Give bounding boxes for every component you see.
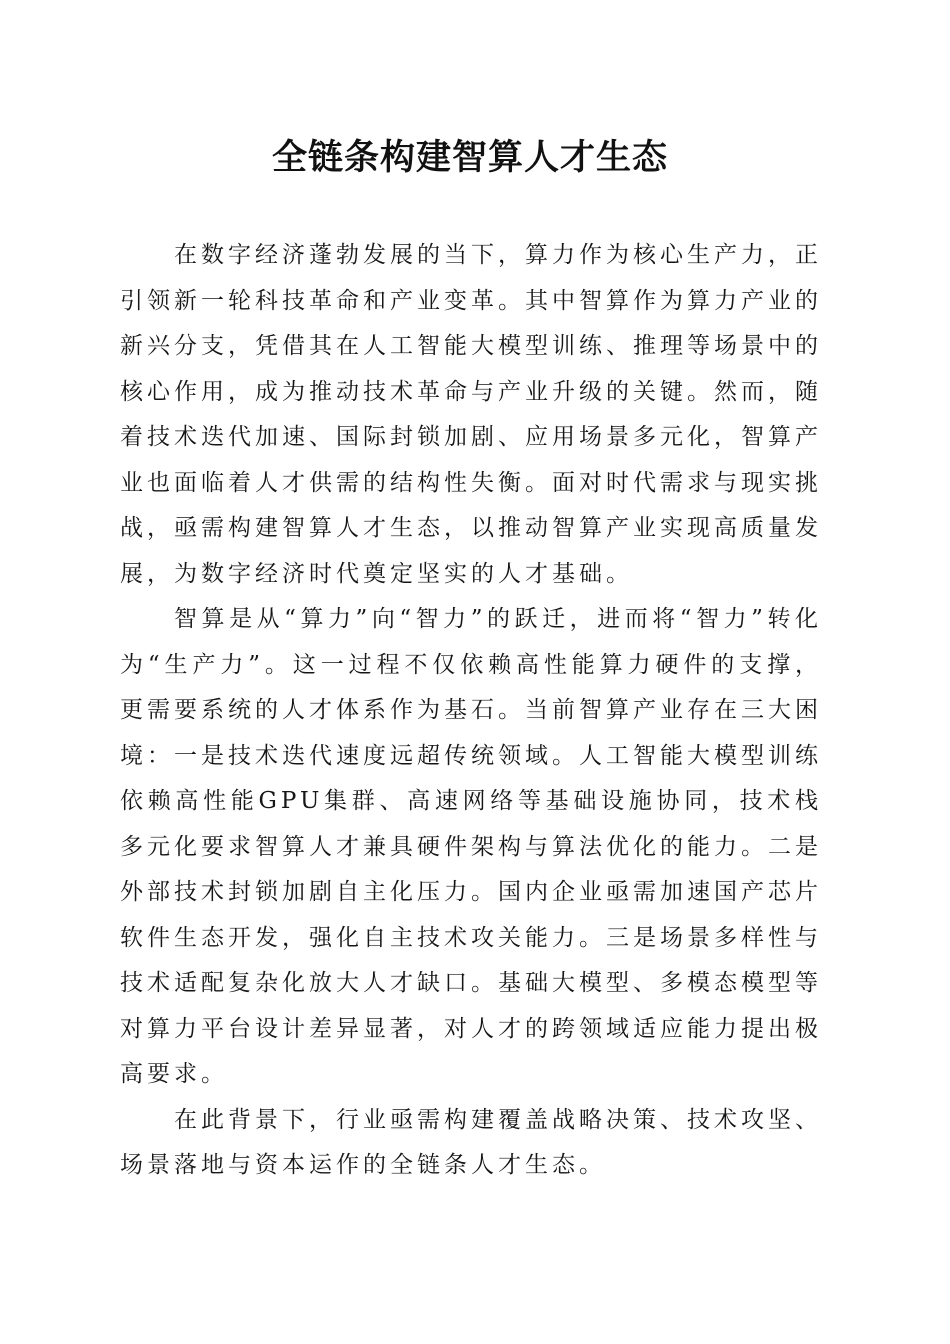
paragraph-1: 在数字经济蓬勃发展的当下，算力作为核心生产力，正引领新一轮科技革命和产业变革。其中智算作为算力产业的新兴分支，凭借其在人工智能大模型训练、推理等场景中的核心作用，成为推动技术革命与产业升级的关键。然而，随着技术迭代加速、国际封锁加剧、应用场景多元化，智算产业也面临着人才供需的结构性失衡。面对时代需求与现实挑战，亟需构建智算人才生态，以推动智算产业实现高质量发展，为数字经济时代奠定坚实的人才基础。 [120, 242, 822, 587]
document-body [120, 233, 822, 1189]
paragraph-2: 智算是从“算力”向“智力”的跃迁，进而将“智力”转化为“生产力”。这一过程不仅依赖高性能算力硬件的支撑，更需要系统的人才体系作为基石。当前智算产业存在三大困境：一是技术迭代速度远超传统领域。人工智能大模型训练依赖高性能GPU集群、高速网络等基础设施协同，技术栈多元化要求智算人才兼具硬件架构与算法优化的能力。二是外部技术封锁加剧自主化压力。国内企业亟需加速国产芯片软件生态开发，强化自主技术攻关能力。三是场景多样性与技术适配复杂化放大人才缺口。基础大模型、多模态模型等对算力平台设计差异显著，对人才的跨领域适应能力提出极高要求。 [120, 606, 822, 1087]
document-title: 全链条构建智算人才生态 [271, 137, 668, 178]
paragraph-3: 在此背景下，行业亟需构建覆盖战略决策、技术攻坚、场景落地与资本运作的全链条人才生态。 [120, 1106, 822, 1178]
